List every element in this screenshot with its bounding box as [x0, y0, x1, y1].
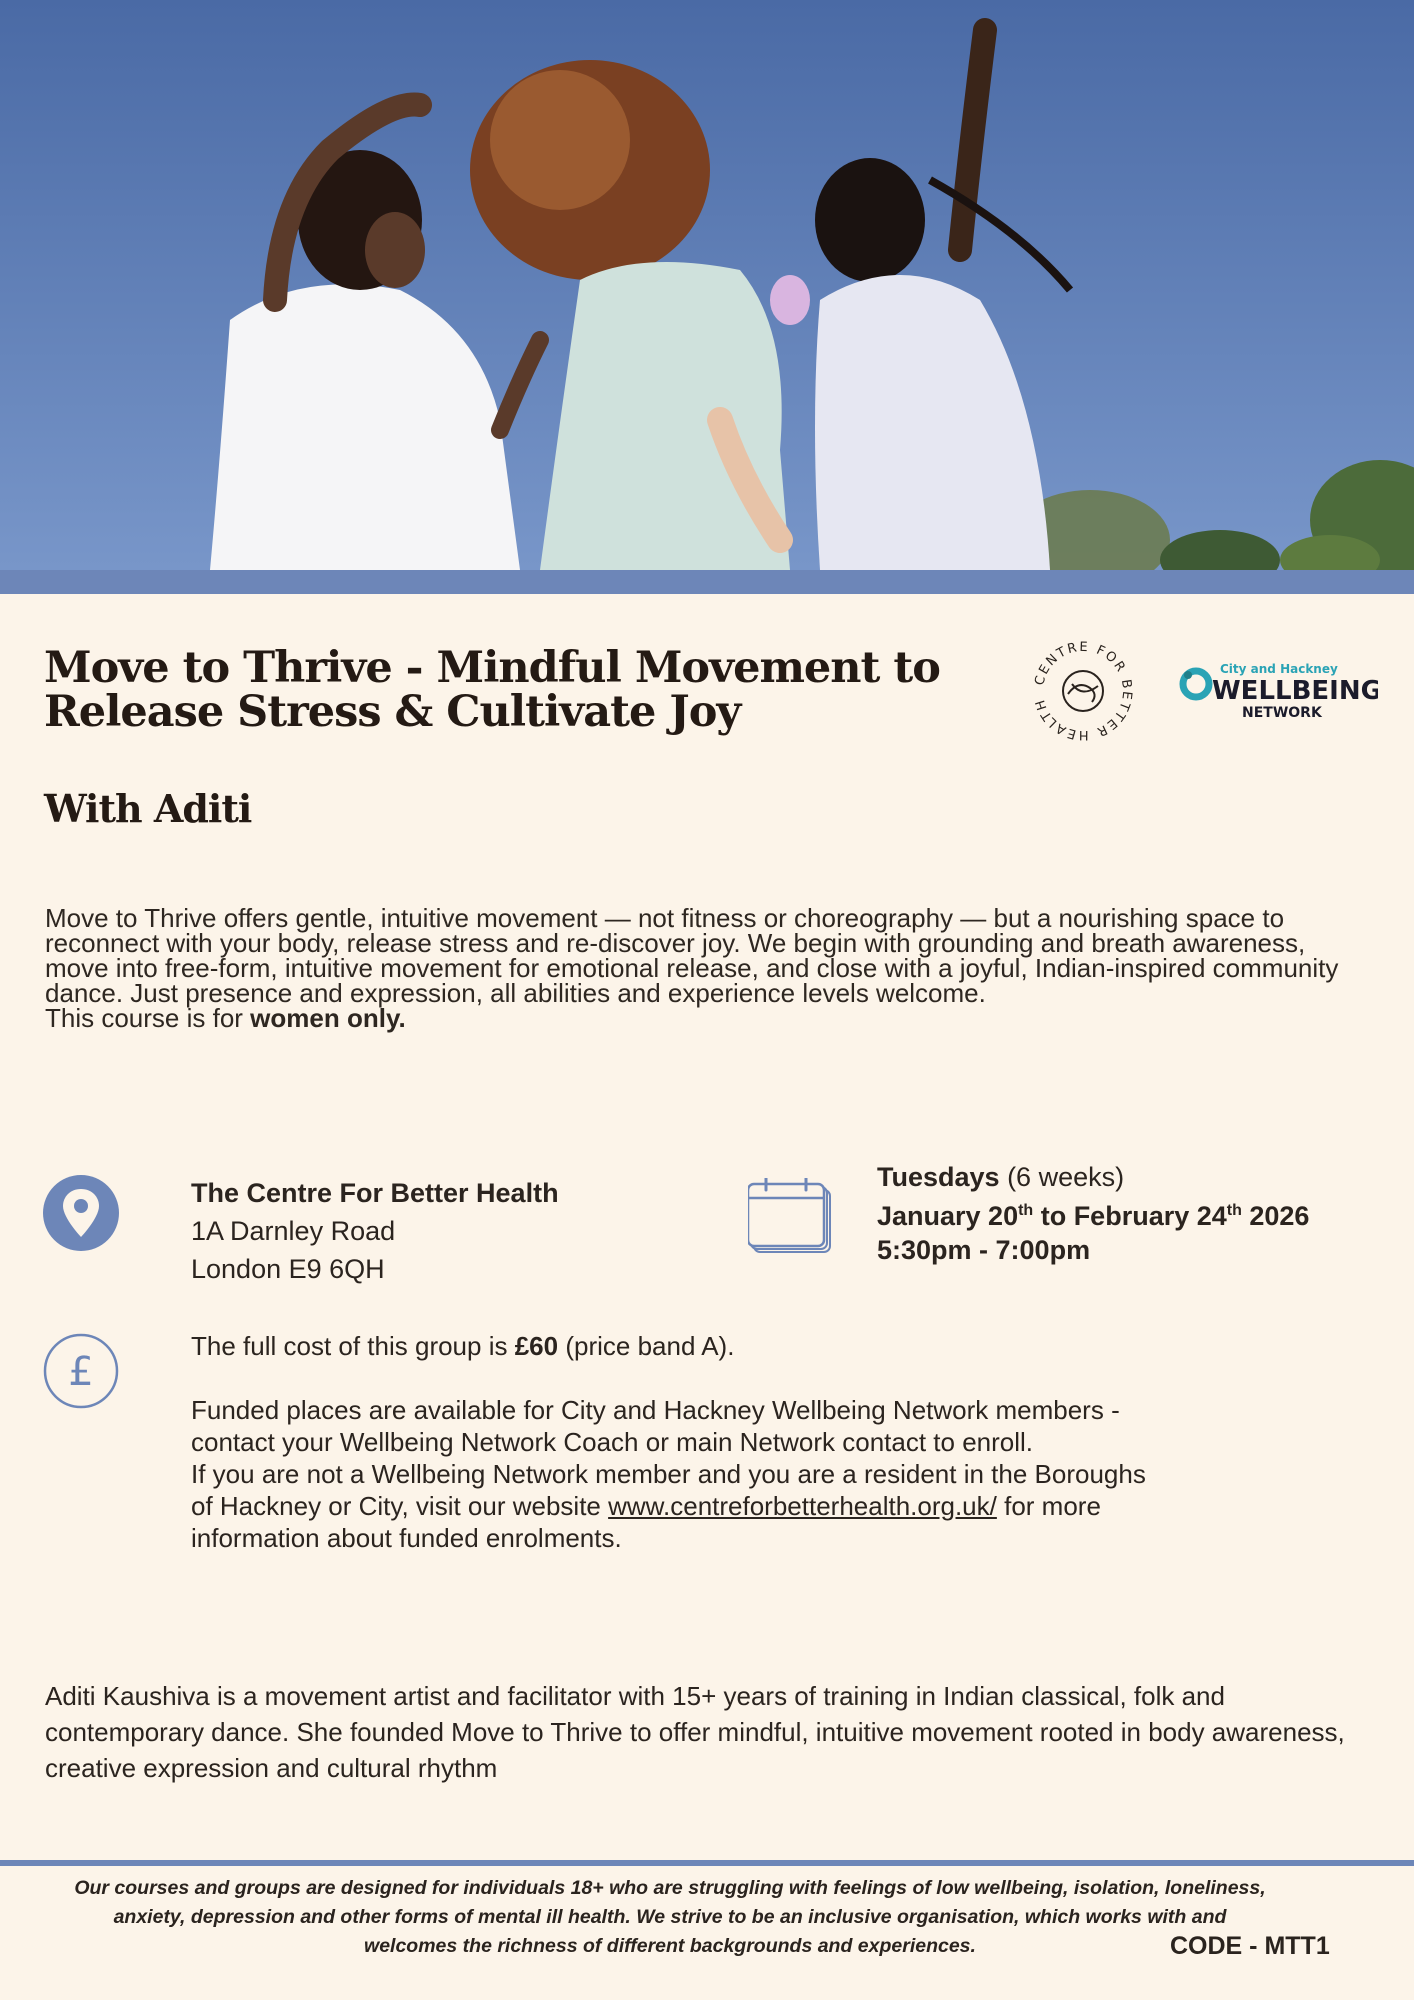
cost-block [191, 1330, 1241, 1554]
funded-line-4-suffix: for more [996, 1491, 1101, 1521]
svg-text:CENTRE FOR BETTER HEALTH: CENTRE FOR BETTER HEALTH [1032, 639, 1135, 743]
calendar-icon [748, 1178, 832, 1261]
funded-line-5: information about funded enrolments. [191, 1523, 622, 1553]
funded-line-4-prefix: of Hackney or City, visit our website [191, 1491, 609, 1521]
date-mid: to February 24 [1033, 1201, 1227, 1231]
centre-for-better-health-logo [1028, 636, 1138, 746]
location-pin-icon [43, 1175, 119, 1256]
hero-photo [0, 0, 1414, 570]
funded-line-2: contact your Wellbeing Network Coach or main Network contact to enroll. [191, 1427, 1034, 1457]
hero-divider-band [0, 570, 1414, 594]
svg-text:WELLBEING: WELLBEING [1212, 676, 1378, 706]
date-end-sup: th [1226, 1202, 1242, 1219]
schedule-duration: (6 weeks) [999, 1162, 1125, 1192]
facilitator-subtitle: With Aditi [44, 786, 252, 831]
footer-disclaimer: Our courses and groups are designed for individuals 18+ who are struggling with feelings of low wellbeing, isolation, loneliness, anxiety, depression and other forms of mental ill health. We strive to be an inclusive organisation, which works with and welcomes the richness of different backgrounds and experiences. [74, 1877, 1266, 1957]
audience-prefix: This course is for [45, 1003, 251, 1033]
cost-prefix: The full cost of this group is [191, 1331, 515, 1361]
venue-block [191, 1174, 559, 1288]
audience-bold: women only. [250, 1003, 406, 1033]
funded-line-4 [191, 1490, 1241, 1522]
cost-line [191, 1330, 1241, 1362]
venue-name: The Centre For Better Health [191, 1178, 559, 1208]
facilitator-bio: Aditi Kaushiva is a movement artist and facilitator with 15+ years of training in Indian classical, folk and contemporary dance. She founded Move to Thrive to offer mindful, intuitive movement rooted in body awareness, creative expression and cultural rhythm [45, 1681, 1345, 1783]
page-title: Move to Thrive - Mindful Movement to Release Stress & Cultivate Joy [44, 643, 940, 737]
svg-text:£: £ [68, 1349, 94, 1395]
schedule-days [877, 1160, 1309, 1194]
schedule-time-text: 5:30pm - 7:00pm [877, 1235, 1091, 1265]
funded-line-3: If you are not a Wellbeing Network member and you are a resident in the Boroughs [191, 1459, 1146, 1489]
description-paragraph: Move to Thrive offers gentle, intuitive movement — not fitness or choreography — but a nourishing space to reconnect with your body, release stress and re-discover joy. We begin with grounding and breath awareness, move into free-form, intuitive movement for emotional release, and close with a joyful, Indian-inspired community dance. Just presence and expression, all abilities and experience levels welcome. [45, 903, 1339, 1008]
schedule-dates [877, 1194, 1309, 1233]
footer-divider [0, 1860, 1414, 1866]
venue-address-line1: 1A Darnley Road [191, 1216, 396, 1246]
venue-address-line2: London E9 6QH [191, 1254, 385, 1284]
date-start-sup: th [1018, 1202, 1034, 1219]
hero-illustration [0, 0, 1414, 570]
svg-text:City and Hackney: City and Hackney [1220, 662, 1338, 676]
funded-line-1: Funded places are available for City and Hackney Wellbeing Network members - [191, 1395, 1120, 1425]
date-year: 2026 [1241, 1201, 1310, 1231]
schedule-time [877, 1233, 1309, 1267]
cost-price: £60 [514, 1331, 559, 1361]
wellbeing-network-logo [1178, 656, 1378, 726]
course-code: CODE - MTT1 [1170, 1932, 1330, 1960]
pound-icon [43, 1333, 119, 1414]
schedule-day: Tuesdays [877, 1162, 1000, 1192]
svg-text:NETWORK: NETWORK [1242, 705, 1322, 721]
website-link[interactable]: www.centreforbetterhealth.org.uk/ [608, 1491, 997, 1521]
date-start: January 20 [877, 1201, 1019, 1231]
schedule-block [877, 1160, 1309, 1267]
course-description [45, 903, 1345, 1033]
cost-suffix: (price band A). [558, 1331, 735, 1361]
